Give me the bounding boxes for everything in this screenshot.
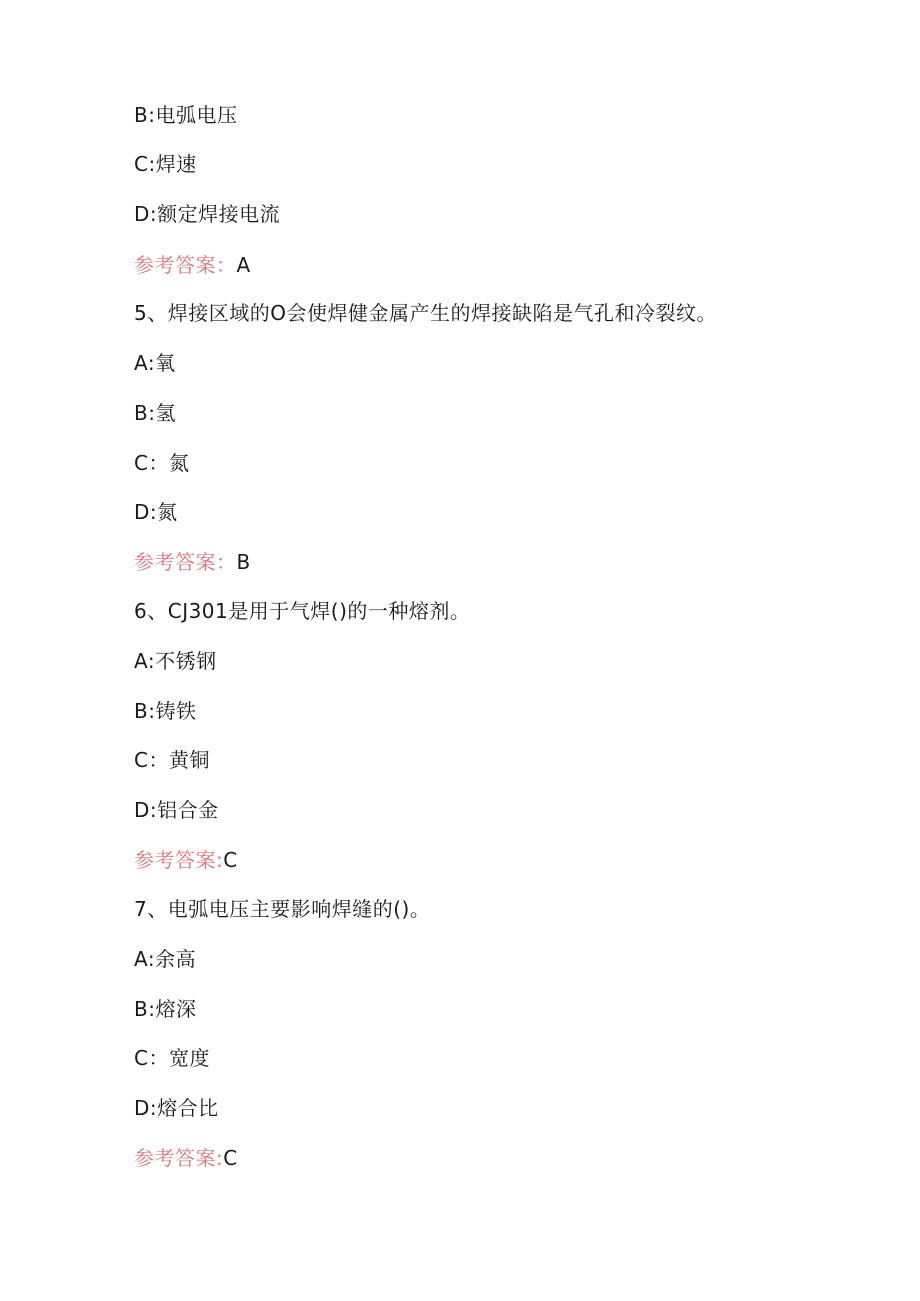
option-c-weld-speed: C:焊速 [134, 152, 197, 176]
answer-value: C [223, 848, 238, 872]
question-5: 5、焊接区域的O会使焊健金属产生的焊接缺陷是气孔和冷裂纹。 [134, 301, 717, 325]
option-c-width: C：宽度 [134, 1046, 210, 1070]
answer-q6 [134, 847, 238, 873]
answer-label: 参考答案: [134, 848, 224, 872]
option-c-brass: C：黄铜 [134, 748, 210, 772]
option-b-penetration: B:熔深 [134, 997, 197, 1021]
answer-q7 [134, 1145, 238, 1171]
option-a-oxygen: A:氧 [134, 351, 176, 375]
answer-q5 [134, 549, 251, 575]
answer-label: 参考答案: [134, 1146, 224, 1170]
option-b-arc-voltage: B:电弧电压 [134, 103, 238, 127]
option-d-fusion-ratio: D:熔合比 [134, 1096, 219, 1120]
answer-value: C [223, 1146, 238, 1170]
answer-value: A [236, 253, 251, 277]
option-d-nitrogen: D:氮 [134, 500, 178, 524]
option-b-hydrogen: B:氢 [134, 401, 176, 425]
option-d-rated-current: D:额定焊接电流 [134, 202, 281, 226]
question-6: 6、CJ301是用于气焊()的一种熔剂。 [134, 599, 471, 623]
answer-q4 [134, 252, 251, 278]
answer-label: 参考答案： [134, 253, 237, 277]
option-a-stainless: A:不锈钢 [134, 649, 217, 673]
option-c-nitrogen: C：氮 [134, 451, 190, 475]
answer-value: B [236, 550, 251, 574]
option-d-aluminum-alloy: D:铝合金 [134, 798, 219, 822]
option-b-cast-iron: B:铸铁 [134, 699, 197, 723]
option-a-reinforcement: A:余高 [134, 947, 197, 971]
answer-label: 参考答案： [134, 550, 237, 574]
question-7: 7、电弧电压主要影响焊缝的()。 [134, 897, 431, 921]
